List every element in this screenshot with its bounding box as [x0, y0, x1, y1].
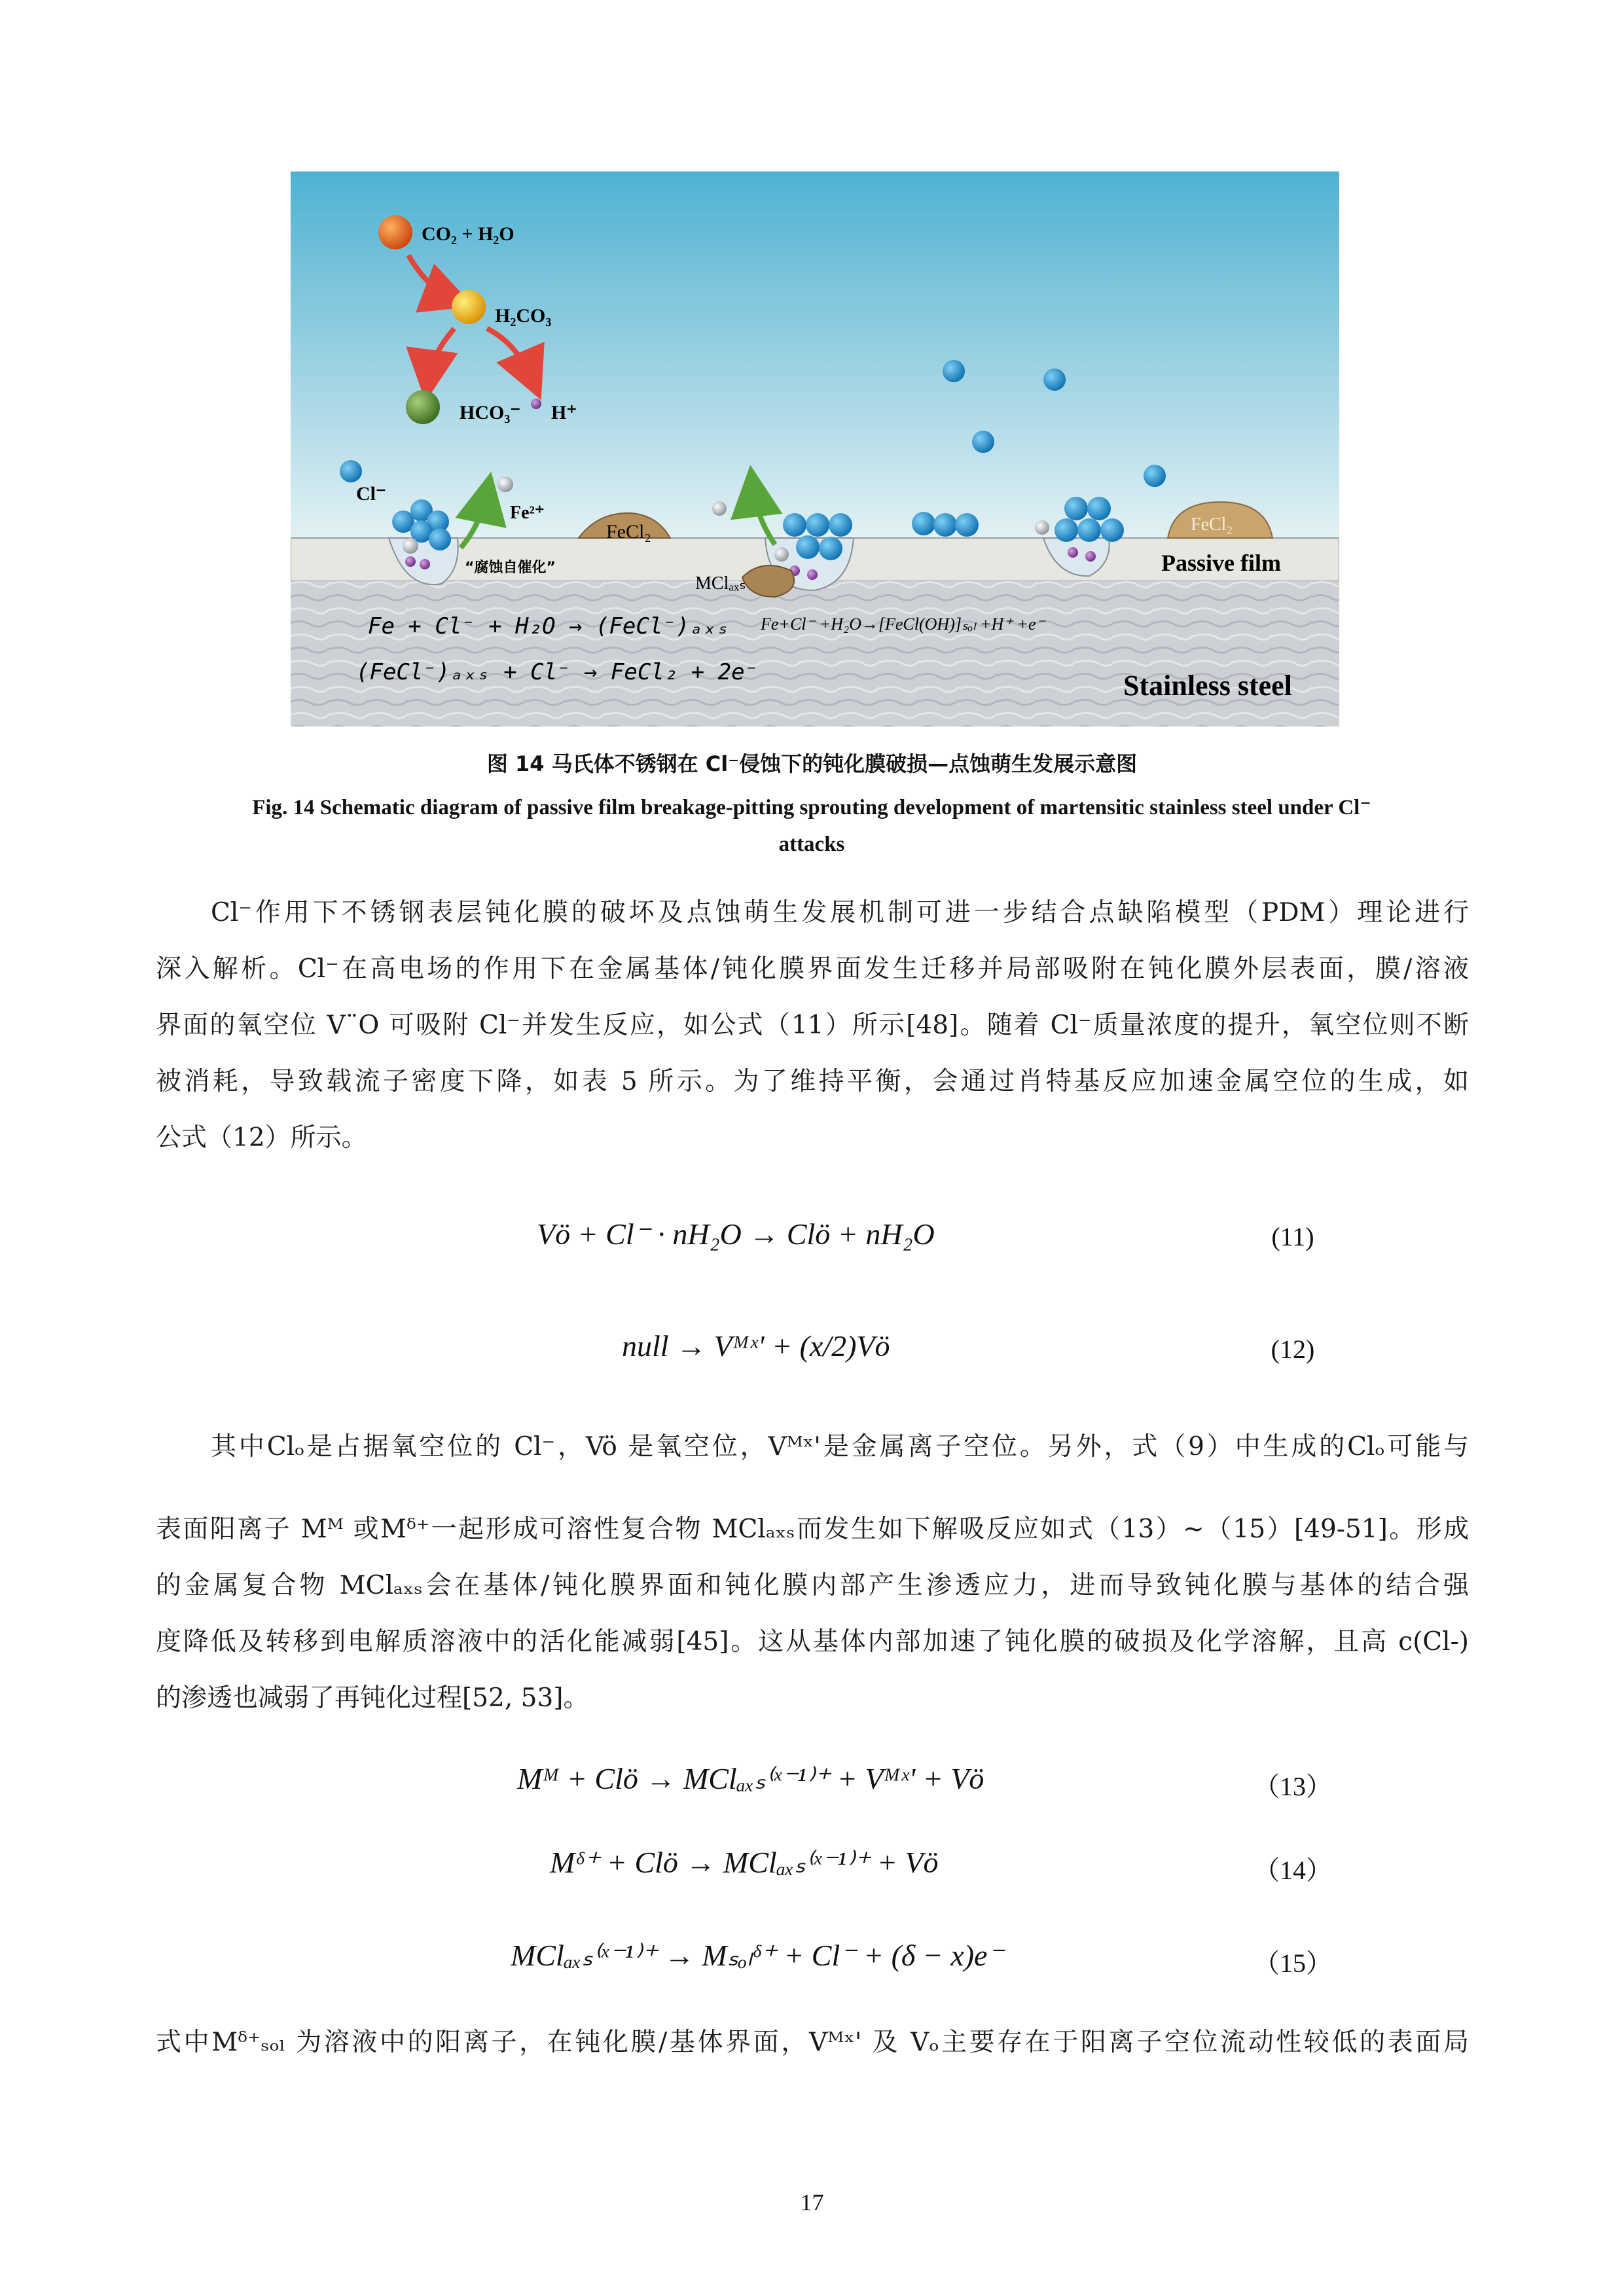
- figure-14-schematic: [291, 171, 1339, 726]
- equation-13-number: （13）: [1254, 1772, 1332, 1801]
- cl-ion: [340, 460, 362, 482]
- fe-ion: [497, 476, 513, 492]
- h-ion: [405, 556, 416, 567]
- label-fecl2-left: FeCl₂: [606, 521, 651, 543]
- equation-12-body: null → Vᴹˣ' + (x/2)Vö: [622, 1329, 890, 1363]
- reaction-c: Fe+Cl⁻ +H₂O→[FeCl(OH)]ₛₒₗ +H⁺ +e⁻: [761, 615, 1045, 634]
- h-ion: [807, 569, 818, 580]
- stainless-steel-layer: [291, 581, 1339, 726]
- text-line: 的金属复合物 MClₐₓₛ会在基体/钝化膜界面和钝化膜内部产生渗透应力，进而导致钝化膜与基体的结合强: [156, 1571, 1469, 1600]
- equation-13: [0, 1761, 1624, 1820]
- cl-ion: [1043, 368, 1066, 391]
- page-number: 17: [800, 2189, 824, 2215]
- text-line: 深入解析。Cl⁻在高电场的作用下在金属基体/钝化膜界面发生迁移并局部吸附在钝化膜外层表面，膜/溶液: [156, 954, 1469, 984]
- paragraph-solution-cations: [156, 2015, 1469, 2071]
- label-passive-film: Passive film: [1161, 550, 1281, 576]
- text-line: 式中Mᵟ⁺ₛₒₗ 为溶液中的阳离子，在钝化膜/基体界面，Vᴹˣ' 及 Vₒ主要存在于阳离子空位流动性较低的表面局: [156, 2028, 1469, 2057]
- text-line: 公式（12）所示。: [156, 1123, 367, 1153]
- text-line: Cl⁻作用下不锈钢表层钝化膜的破坏及点蚀萌生发展机制可进一步结合点缺陷模型（PDM）理论进行: [211, 898, 1469, 927]
- equation-12: [0, 1329, 1624, 1388]
- caption-en-line-1: Fig. 14 Schematic diagram of passive film breakage-pitting sprouting development of martensitic stainless steel under Cl⁻: [252, 796, 1371, 819]
- label-h2co3: H₂CO₃: [495, 305, 552, 327]
- h-ion: [1085, 551, 1096, 562]
- label-fe2-plus: Fe²⁺: [510, 503, 545, 523]
- fe-ion: [774, 547, 789, 562]
- equation-15: [0, 1937, 1624, 1996]
- equation-15-body: MClₐₓₛ⁽ˣ⁻¹⁾⁺ → Mₛₒₗᵟ⁺ + Cl⁻ + (δ − x)e⁻: [511, 1939, 1003, 1972]
- cl-ion: [943, 360, 965, 382]
- label-stainless-steel: Stainless steel: [1123, 670, 1292, 702]
- reaction-a: Fe + Cl⁻ + H₂O → (FeCl⁻)ₐₓₛ: [368, 613, 730, 639]
- cl-ion: [829, 513, 852, 537]
- cl-ion: [912, 512, 935, 535]
- text-line: 界面的氧空位 V¨O 可吸附 Cl⁻并发生反应，如公式（11）所示[48]。随着 Cl⁻质量浓度的提升，氧空位则不断: [156, 1011, 1469, 1040]
- label-cl-minus: Cl⁻: [356, 483, 386, 505]
- label-co2-h2o: CO₂ + H₂O: [422, 223, 514, 245]
- label-mcl-ads: MClₐₓₛ: [695, 573, 746, 594]
- cl-ion: [1100, 518, 1124, 542]
- cl-ion: [429, 528, 451, 550]
- fe-ion: [403, 538, 418, 554]
- caption-en-line-2: attacks: [778, 833, 845, 856]
- cl-ion: [1077, 518, 1101, 542]
- paragraph-vacancy-desorption: [156, 1419, 1469, 1727]
- equation-11-body: Vö + Cl⁻ · nH₂O → Clö + nH₂O: [537, 1217, 935, 1251]
- text-line: 的渗透也减弱了再钝化过程[52, 53]。: [156, 1683, 589, 1713]
- fe-ion: [1035, 520, 1049, 535]
- fe-ion: [712, 501, 727, 516]
- text-line: 表面阳离子 Mᴹ 或Mᵟ⁺一起形成可溶性复合物 MClₐₓₛ而发生如下解吸反应如式（13）~（15）[49-51]。形成: [156, 1515, 1469, 1544]
- paragraph-pdm-intro: [156, 885, 1469, 1166]
- text-line: 其中Clₒ是占据氧空位的 Cl⁻，Vö 是氧空位，Vᴹˣ'是金属离子空位。另外，式（9）中生成的Clₒ可能与: [211, 1432, 1469, 1462]
- cl-ion: [972, 431, 994, 453]
- cl-ion: [955, 513, 979, 537]
- cl-ion: [819, 537, 842, 560]
- cl-ion: [1055, 518, 1078, 542]
- cl-ion: [806, 513, 829, 537]
- equation-14: [0, 1844, 1624, 1903]
- reaction-b: (FeCl⁻)ₐₓₛ + Cl⁻ → FeCl₂ + 2e⁻: [356, 659, 759, 685]
- schematic-svg: [291, 171, 1339, 726]
- equation-12-number: (12): [1271, 1335, 1315, 1364]
- h-ion: [1068, 547, 1078, 558]
- text-line: 被消耗，导致载流子密度下降，如表 5 所示。为了维持平衡，会通过肖特基反应加速金属空位的生成，如: [156, 1067, 1469, 1096]
- cl-ion: [1064, 497, 1088, 520]
- figure-caption-en: [167, 789, 1456, 863]
- cl-ion: [1087, 497, 1111, 520]
- h2co3-molecule: [452, 290, 486, 324]
- label-fecl2-right: FeCl₂: [1191, 514, 1233, 535]
- cl-ion: [783, 513, 806, 537]
- equation-11-number: (11): [1271, 1222, 1314, 1251]
- h-ion: [531, 399, 541, 409]
- label-h-plus: H⁺: [551, 402, 577, 423]
- text-line: 度降低及转移到电解质溶液中的活化能减弱[45]。这从基体内部加速了钝化膜的破损及化学溶解，且高 c(Cl-): [156, 1627, 1469, 1657]
- equation-15-number: （15）: [1254, 1948, 1332, 1978]
- hco3-molecule: [406, 390, 440, 424]
- cl-ion: [933, 513, 957, 537]
- equation-11: [0, 1216, 1624, 1275]
- label-hco3: HCO₃⁻: [460, 402, 521, 423]
- figure-caption-cn: 图 14 马氏体不锈钢在 Cl⁻侵蚀下的钝化膜破损—点蚀萌生发展示意图: [486, 751, 1138, 776]
- equation-13-body: Mᴹ + Clö → MClₐₓₛ⁽ˣ⁻¹⁾⁺ + Vᴹˣ' + Vö: [517, 1762, 984, 1795]
- cl-ion: [796, 535, 820, 559]
- h-ion: [420, 559, 430, 569]
- cl-ion: [1144, 465, 1166, 487]
- label-autocatalysis: “腐蚀自催化”: [465, 560, 556, 576]
- equation-14-number: （14）: [1254, 1856, 1332, 1885]
- co2-molecule: [378, 215, 412, 249]
- equation-14-body: Mᵟ⁺ + Clö → MClₐₓₛ⁽ˣ⁻¹⁾⁺ + Vö: [550, 1846, 939, 1879]
